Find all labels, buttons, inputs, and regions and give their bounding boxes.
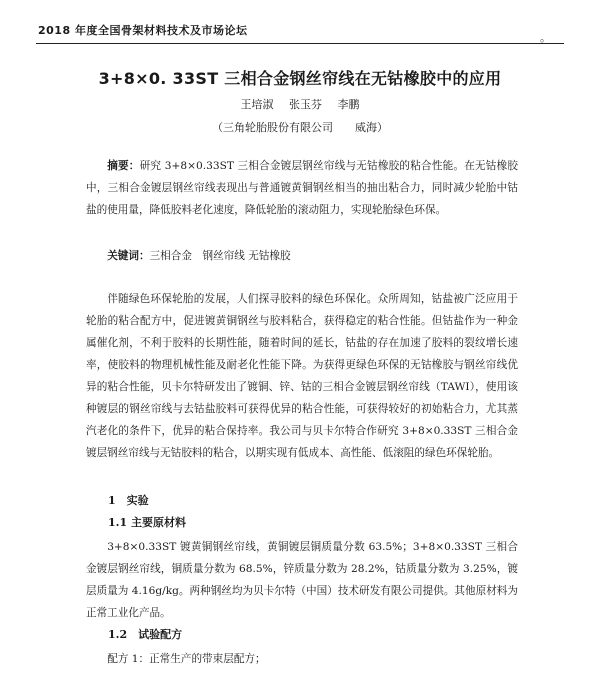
- keywords: [86, 245, 518, 267]
- keywords-text: 三相合金 钢丝帘线 无钴橡胶: [149, 250, 291, 262]
- header-page-mark: _。__: [534, 31, 562, 44]
- author-name: 王培淑: [240, 98, 274, 111]
- author-list: [0, 96, 600, 112]
- keywords-label: 关键词：: [107, 250, 150, 262]
- subsection-heading: 1.2 试验配方: [108, 628, 183, 641]
- author-name: 李鹏: [337, 98, 360, 111]
- author-name: 张玉芬: [289, 98, 322, 111]
- abstract: [86, 155, 518, 221]
- paper-title: 3+8×0. 33ST 三相合金钢丝帘线在无钴橡胶中的应用: [98, 69, 502, 88]
- running-header: 2018 年度全国骨架材料技术及市场论坛: [38, 24, 248, 37]
- section-heading: 1 实验: [108, 494, 149, 507]
- abstract-label: 摘要：: [107, 160, 140, 172]
- affiliation: （三角轮胎股份有限公司 威海）: [212, 121, 388, 134]
- formula-paragraph: 配方 1：正常生产的带束层配方；: [107, 653, 266, 665]
- subsection-heading: 1.1 主要原材料: [108, 516, 186, 529]
- header-rule: [36, 43, 564, 44]
- materials-paragraph: 3+8×0.33ST 镀黄铜钢丝帘线，黄铜镀层铜质量分数 63.5%；3+8×0.33ST 三相合金镀层钢丝帘线，铜质量分数为 68.5%，锌质量分数为 28.2%，钴质量分数为 3.25%，镀层质量为 4.16g/kg。两种钢丝均为贝卡尔特（中国）技术研发有限公司提供。其他原材料为正常工业化产品。: [86, 541, 518, 619]
- introduction-paragraph: 伴随绿色环保轮胎的发展，人们探寻胶料的绿色环保化。众所周知，钴盐被广泛应用于轮胎的粘合配方中，促进镀黄铜钢丝与胶料粘合，获得稳定的粘合性能。但钴盐作为一种金属催化剂，不利于胶料的长期性能，随着时间的延长，钴盐的存在加速了胶料的裂纹增长速率，使胶料的物理机械性能及耐老化性能下降。为获得更绿色环保的无钴橡胶与钢丝帘线优异的粘合性能，贝卡尔特研发出了镀铜、锌、钴的三相合金镀层钢丝帘线（TAWI），使用该种镀层的钢丝帘线与去钴盐胶料可获得优异的粘合性能，可获得较好的初始粘合力，尤其蒸汽老化的条件下，优异的粘合保持率。我公司与贝卡尔特合作研究 3+8×0.33ST 三相合金镀层钢丝帘线与无钴胶料的粘合，以期实现有低成本、高性能、低滚阻的绿色环保轮胎。: [86, 293, 518, 459]
- abstract-text: 研究 3+8×0.33ST 三相合金镀层钢丝帘线与无钴橡胶的粘合性能。在无钴橡胶中，三相合金镀层钢丝帘线表现出与普通镀黄铜钢丝相当的抽出粘合力，同时减少轮胎中钴盐的使用量，降低胶料老化速度，降低轮胎的滚动阻力，实现轮胎绿色环保。: [86, 160, 518, 216]
